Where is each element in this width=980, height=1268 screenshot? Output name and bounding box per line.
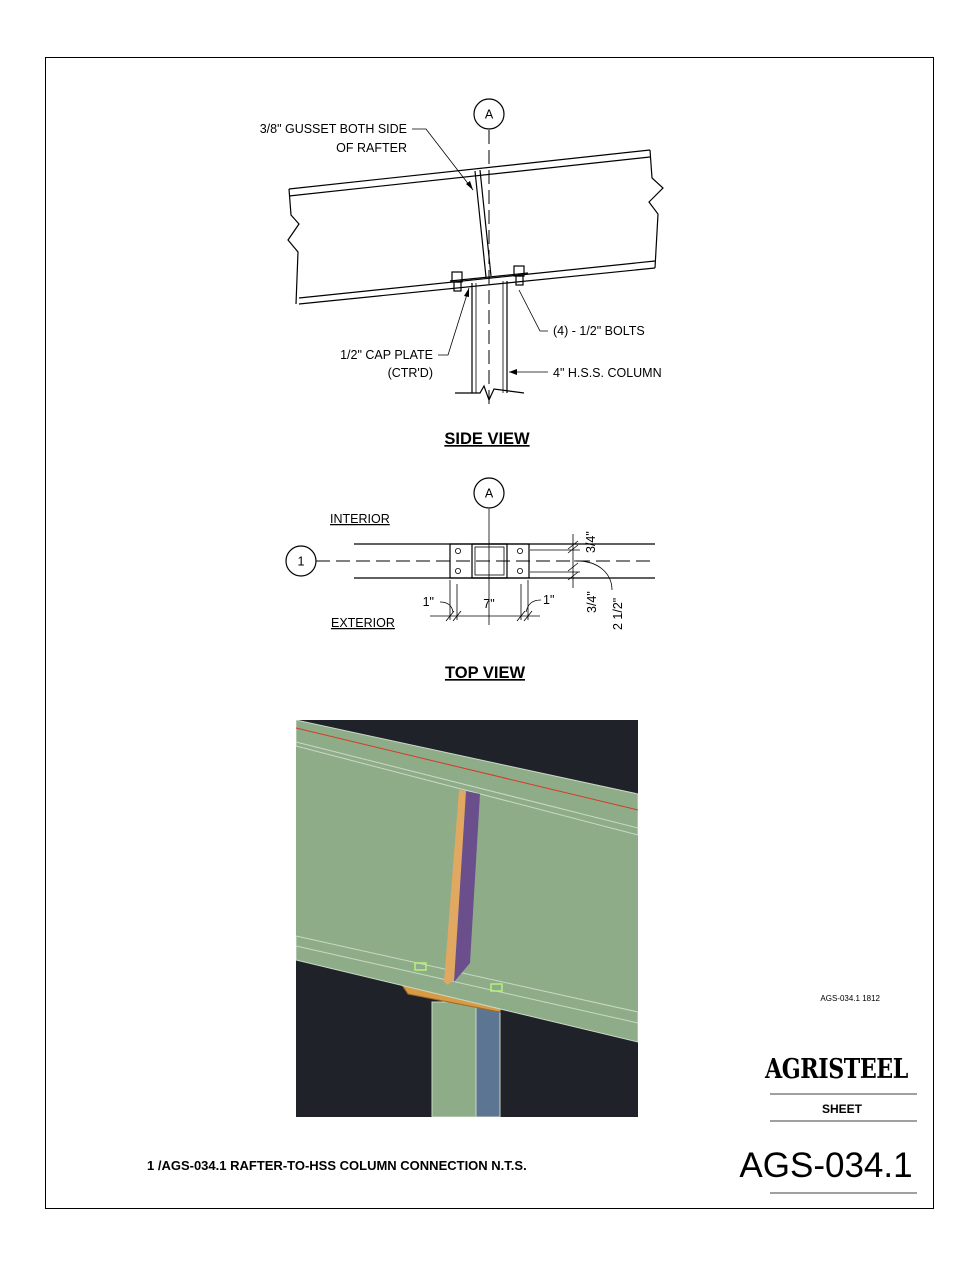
cap-plate-leader xyxy=(438,288,469,355)
column-label: 4" H.S.S. COLUMN xyxy=(553,366,662,380)
rafter-break-right xyxy=(649,150,663,268)
gusset-label-1: 3/8" GUSSET BOTH SIDE xyxy=(259,122,407,136)
cap-plate-label-1: 1/2" CAP PLATE xyxy=(340,348,433,362)
dim-gauge: 2 1/2" xyxy=(611,597,625,630)
agristeel-logo: AGRISTEEL xyxy=(765,1054,908,1085)
render-canvas xyxy=(296,720,638,1117)
bolts-label: (4) - 1/2" BOLTS xyxy=(553,324,645,338)
grid-bubble-a-label: A xyxy=(484,107,494,122)
gusset-leader xyxy=(412,129,473,190)
connection-3d-render xyxy=(296,720,638,1117)
bolt-hole xyxy=(455,568,460,573)
sheet-code-small: AGS-034.1 1812 xyxy=(820,994,880,1003)
render-column-front xyxy=(432,1002,476,1117)
gusset-label-2: OF RAFTER xyxy=(336,141,407,155)
interior-label: INTERIOR xyxy=(330,512,390,526)
dim-top-edge: 3/4" xyxy=(584,531,598,553)
bolt-hole xyxy=(517,548,522,553)
exterior-label: EXTERIOR xyxy=(331,616,395,630)
top-view xyxy=(286,478,655,682)
bolt-hole xyxy=(455,548,460,553)
gauge-leader xyxy=(574,561,612,590)
dim-bottom-edge: 3/4" xyxy=(585,591,599,613)
side-view-title: SIDE VIEW xyxy=(444,430,530,448)
gusset-plate xyxy=(475,171,486,277)
bolts-leader xyxy=(519,290,548,331)
top-grid-bubble-a-label: A xyxy=(484,486,494,501)
rafter-break-left xyxy=(288,189,299,304)
dim-edge-left: 1" xyxy=(422,595,434,609)
top-view-title: TOP VIEW xyxy=(444,664,526,682)
cap-plate-label-2: (CTR'D) xyxy=(387,366,433,380)
dim-edge-right: 1" xyxy=(543,593,555,607)
drawing-title: 1 /AGS-034.1 RAFTER-TO-HSS COLUMN CONNECTION N.T.S. xyxy=(147,1158,527,1173)
bolt-hole xyxy=(517,568,522,573)
title-block xyxy=(739,994,917,1193)
sheet-label: SHEET xyxy=(821,1102,863,1116)
grid-bubble-1-label: 1 xyxy=(297,554,305,569)
side-view xyxy=(260,99,663,448)
render-column-side xyxy=(476,1002,500,1117)
rafter-bottom-flange xyxy=(299,261,655,298)
dim-width: 7" xyxy=(483,597,495,611)
sheet-number: AGS-034.1 xyxy=(739,1146,913,1185)
